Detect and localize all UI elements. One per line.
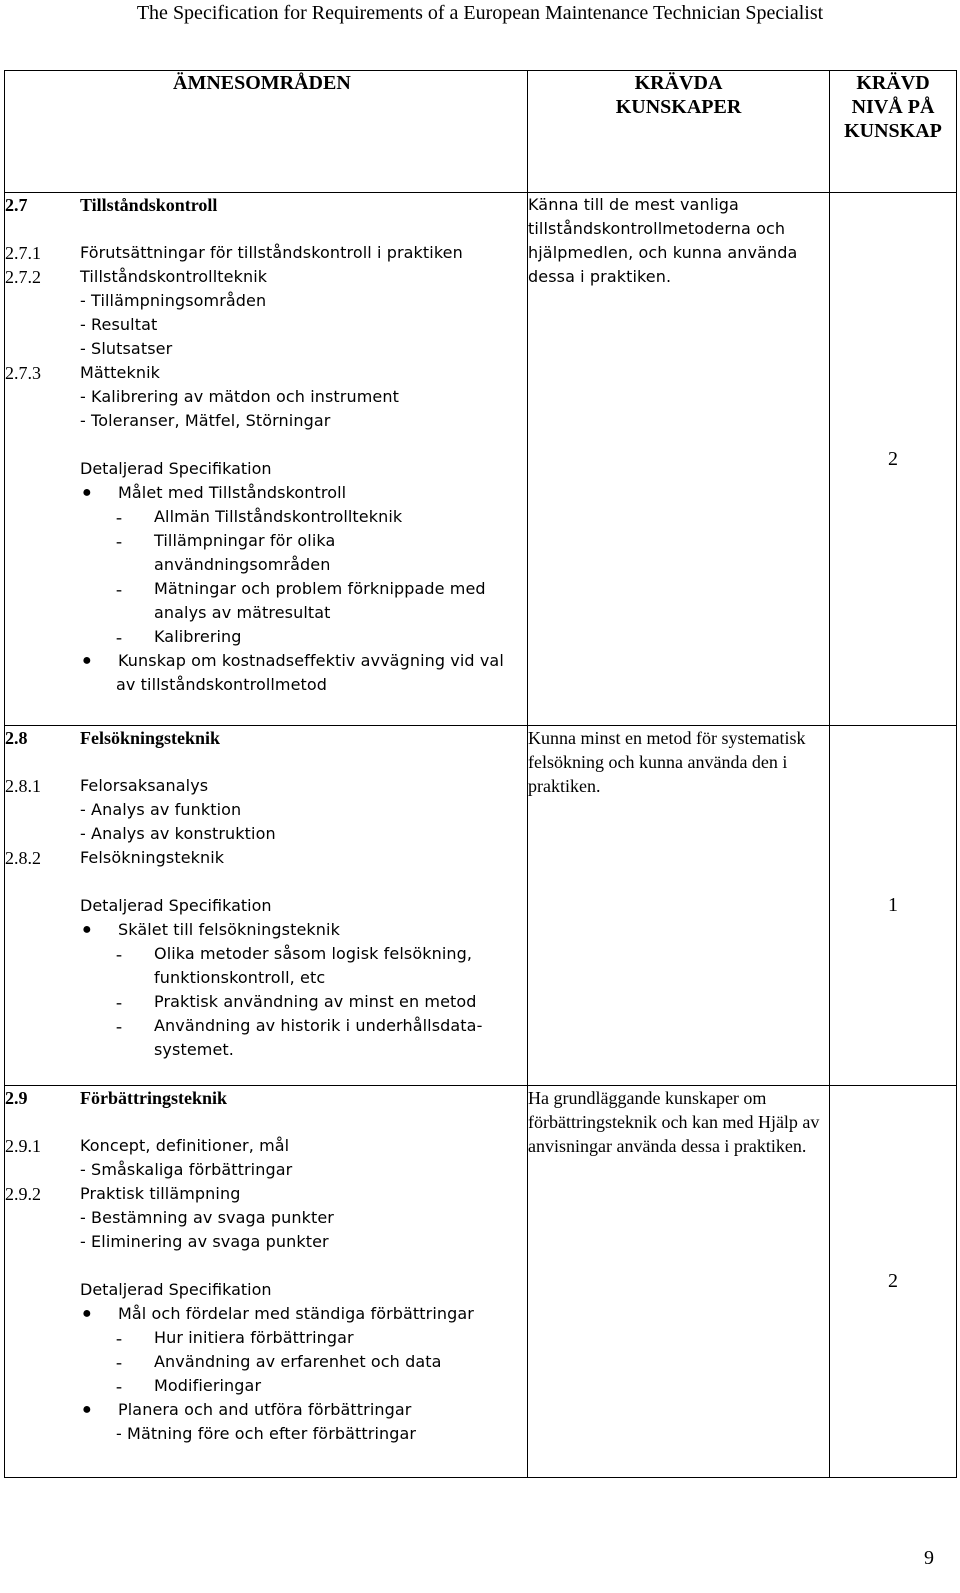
topic-text: Förutsättningar för tillståndskontroll i praktiken	[80, 243, 463, 262]
document-header-title: The Specification for Requirements of a European Maintenance Technician Specialist	[136, 2, 824, 24]
section-number: 2.9	[5, 1088, 28, 1108]
topic-number	[5, 337, 80, 361]
dash-marker: -	[116, 944, 122, 964]
topic-number: 2.7.2	[5, 267, 41, 287]
topic-line	[5, 1230, 527, 1254]
topic-text: Koncept, definitioner, mål	[80, 1136, 290, 1155]
column-header-required-knowledge: KRÄVDA KUNSKAPER	[528, 71, 830, 193]
detailed-specification	[5, 1278, 527, 1446]
topic-line	[5, 313, 527, 337]
sub-item	[80, 990, 527, 1014]
bullet-icon: ●	[82, 921, 92, 938]
sub-item	[80, 1326, 527, 1350]
topic-text: - Analys av funktion	[80, 800, 242, 819]
sub-item-text: Användning av erfarenhet och data	[154, 1352, 442, 1371]
topic-text: - Tillämpningsområden	[80, 291, 267, 310]
dash-marker: -	[116, 579, 122, 599]
sub-item-text: Olika metoder såsom logisk felsökning,	[154, 944, 473, 963]
topic-line	[5, 241, 527, 265]
sub-item	[80, 1014, 527, 1038]
bullet-item	[80, 1398, 527, 1422]
topic-number: 2.7.3	[5, 363, 41, 383]
topic-number: 2.9.1	[5, 1136, 41, 1156]
sub-item-text: Användning av historik i underhållsdata-	[154, 1016, 483, 1035]
topic-number	[5, 822, 80, 846]
page-number: 9	[924, 1547, 934, 1569]
sub-item-continuation: användningsområden	[154, 555, 331, 574]
sub-item-text: Praktisk användning av minst en metod	[154, 992, 477, 1011]
detailed-specification	[5, 457, 527, 697]
specification-table	[4, 70, 957, 1478]
bullet-icon: ●	[82, 484, 92, 501]
dash-marker: -	[116, 531, 122, 551]
bullet-continuation: av tillståndskontrollmetod	[116, 675, 328, 694]
column-header-subject-areas: ÄMNESOMRÅDEN	[5, 71, 528, 193]
topic-line	[5, 1206, 527, 1230]
dash-marker: -	[116, 992, 122, 1012]
topic-number: 2.8.1	[5, 776, 41, 796]
sub-item	[80, 505, 527, 529]
detailed-specification	[5, 894, 527, 1062]
required-level-cell: 2	[830, 1086, 957, 1478]
bullet-text: Planera och and utföra förbättringar	[118, 1400, 412, 1419]
subject-area-cell	[5, 1086, 528, 1478]
topic-line	[5, 822, 527, 846]
topic-number: 2.8.2	[5, 848, 41, 868]
topic-number	[5, 313, 80, 337]
topic-line	[5, 385, 527, 409]
topic-text: - Eliminering av svaga punkter	[80, 1232, 329, 1251]
dash-marker: -	[116, 1352, 122, 1372]
dash-marker: -	[116, 1328, 122, 1348]
sub-item-continuation: analys av mätresultat	[154, 603, 331, 622]
table-row	[5, 1086, 957, 1478]
bullet-text: Kunskap om kostnadseffektiv avvägning vid val	[118, 651, 504, 670]
topic-text: Felorsaksanalys	[80, 776, 209, 795]
topic-number	[5, 1230, 80, 1254]
sub-item-text: Modifieringar	[154, 1376, 262, 1395]
topic-line	[5, 265, 527, 289]
sub-item	[80, 625, 527, 649]
sub-item-text: Kalibrering	[154, 627, 242, 646]
topic-line	[5, 774, 527, 798]
dash-marker: -	[116, 1016, 122, 1036]
topic-number	[5, 385, 80, 409]
sub-item-text: Hur initiera förbättringar	[154, 1328, 354, 1347]
topic-line	[5, 361, 527, 385]
section-heading	[5, 726, 527, 750]
topic-line	[5, 1134, 527, 1158]
sub-item-text: Mätningar och problem förknippade med	[154, 579, 486, 598]
topic-number: 2.7.1	[5, 243, 41, 263]
sub-item-continuation: funktionskontroll, etc	[154, 968, 326, 987]
topic-text: - Toleranser, Mätfel, Störningar	[80, 411, 331, 430]
section-number: 2.8	[5, 728, 28, 748]
sub-item	[80, 1350, 527, 1374]
section-heading	[5, 1086, 527, 1110]
subject-area-cell	[5, 726, 528, 1086]
topic-number	[5, 1206, 80, 1230]
required-knowledge-cell: Kunna minst en metod för systematisk felsökning och kunna använda den i praktiken.	[528, 726, 830, 1086]
required-level-cell: 2	[830, 193, 957, 726]
required-knowledge-cell: Ha grundläggande kunskaper om förbättringsteknik och kan med Hjälp av anvisningar använda dessa i praktiken.	[528, 1086, 830, 1478]
topic-line	[5, 1158, 527, 1182]
table-row	[5, 193, 957, 726]
sub-item	[80, 529, 527, 553]
bullet-item	[80, 1302, 527, 1326]
topic-text: Mätteknik	[80, 363, 161, 382]
topic-number	[5, 289, 80, 313]
sub-item	[80, 1374, 527, 1398]
detail-heading: Detaljerad Specifikation	[80, 1280, 272, 1299]
sub-item-text: Tillämpningar för olika	[154, 531, 336, 550]
topic-number	[5, 409, 80, 433]
topic-number	[5, 1158, 80, 1182]
topic-text: - Bestämning av svaga punkter	[80, 1208, 334, 1227]
bullet-icon: ●	[82, 1305, 92, 1322]
topic-line	[5, 846, 527, 870]
dash-marker: -	[116, 627, 122, 647]
bullet-continuation: - Mätning före och efter förbättringar	[116, 1424, 417, 1443]
required-knowledge-cell: Känna till de mest vanliga tillståndskontrollmetoderna och hjälpmedlen, och kunna använda dessa i praktiken.	[528, 193, 830, 726]
column-header-required-level: KRÄVD NIVÅ PÅ KUNSKAP	[830, 71, 957, 193]
topic-line	[5, 409, 527, 433]
topic-text: Felsökningsteknik	[80, 848, 225, 867]
sub-item-text: Allmän Tillståndskontrollteknik	[154, 507, 403, 526]
table-row	[5, 726, 957, 1086]
topic-text: Praktisk tillämpning	[80, 1184, 241, 1203]
detail-heading: Detaljerad Specifikation	[80, 459, 272, 478]
topic-text: - Kalibrering av mätdon och instrument	[80, 387, 399, 406]
dash-marker: -	[116, 1376, 122, 1396]
bullet-icon: ●	[82, 652, 92, 669]
topic-line	[5, 1182, 527, 1206]
subject-area-cell	[5, 193, 528, 726]
section-title: Felsökningsteknik	[80, 728, 221, 748]
topic-text: - Resultat	[80, 315, 158, 334]
topic-line	[5, 798, 527, 822]
bullet-text: Målet med Tillståndskontroll	[118, 483, 347, 502]
section-heading	[5, 193, 527, 217]
bullet-item	[80, 649, 527, 673]
topic-text: - Slutsatser	[80, 339, 173, 358]
section-title: Förbättringsteknik	[80, 1088, 228, 1108]
sub-item	[80, 577, 527, 601]
bullet-text: Mål och fördelar med ständiga förbättringar	[118, 1304, 474, 1323]
bullet-icon: ●	[82, 1401, 92, 1418]
section-title: Tillståndskontroll	[80, 195, 218, 215]
detail-heading: Detaljerad Specifikation	[80, 896, 272, 915]
bullet-item	[80, 481, 527, 505]
topic-number	[5, 798, 80, 822]
table-header-row	[5, 71, 957, 193]
dash-marker: -	[116, 507, 122, 527]
required-level-cell: 1	[830, 726, 957, 1086]
section-number: 2.7	[5, 195, 28, 215]
bullet-text: Skälet till felsökningsteknik	[118, 920, 340, 939]
topic-text: - Småskaliga förbättringar	[80, 1160, 293, 1179]
topic-text: - Analys av konstruktion	[80, 824, 276, 843]
topic-number: 2.9.2	[5, 1184, 41, 1204]
topic-line	[5, 337, 527, 361]
sub-item-continuation: systemet.	[154, 1040, 234, 1059]
bullet-item	[80, 918, 527, 942]
topic-line	[5, 289, 527, 313]
sub-item	[80, 942, 527, 966]
topic-text: Tillståndskontrollteknik	[80, 267, 268, 286]
